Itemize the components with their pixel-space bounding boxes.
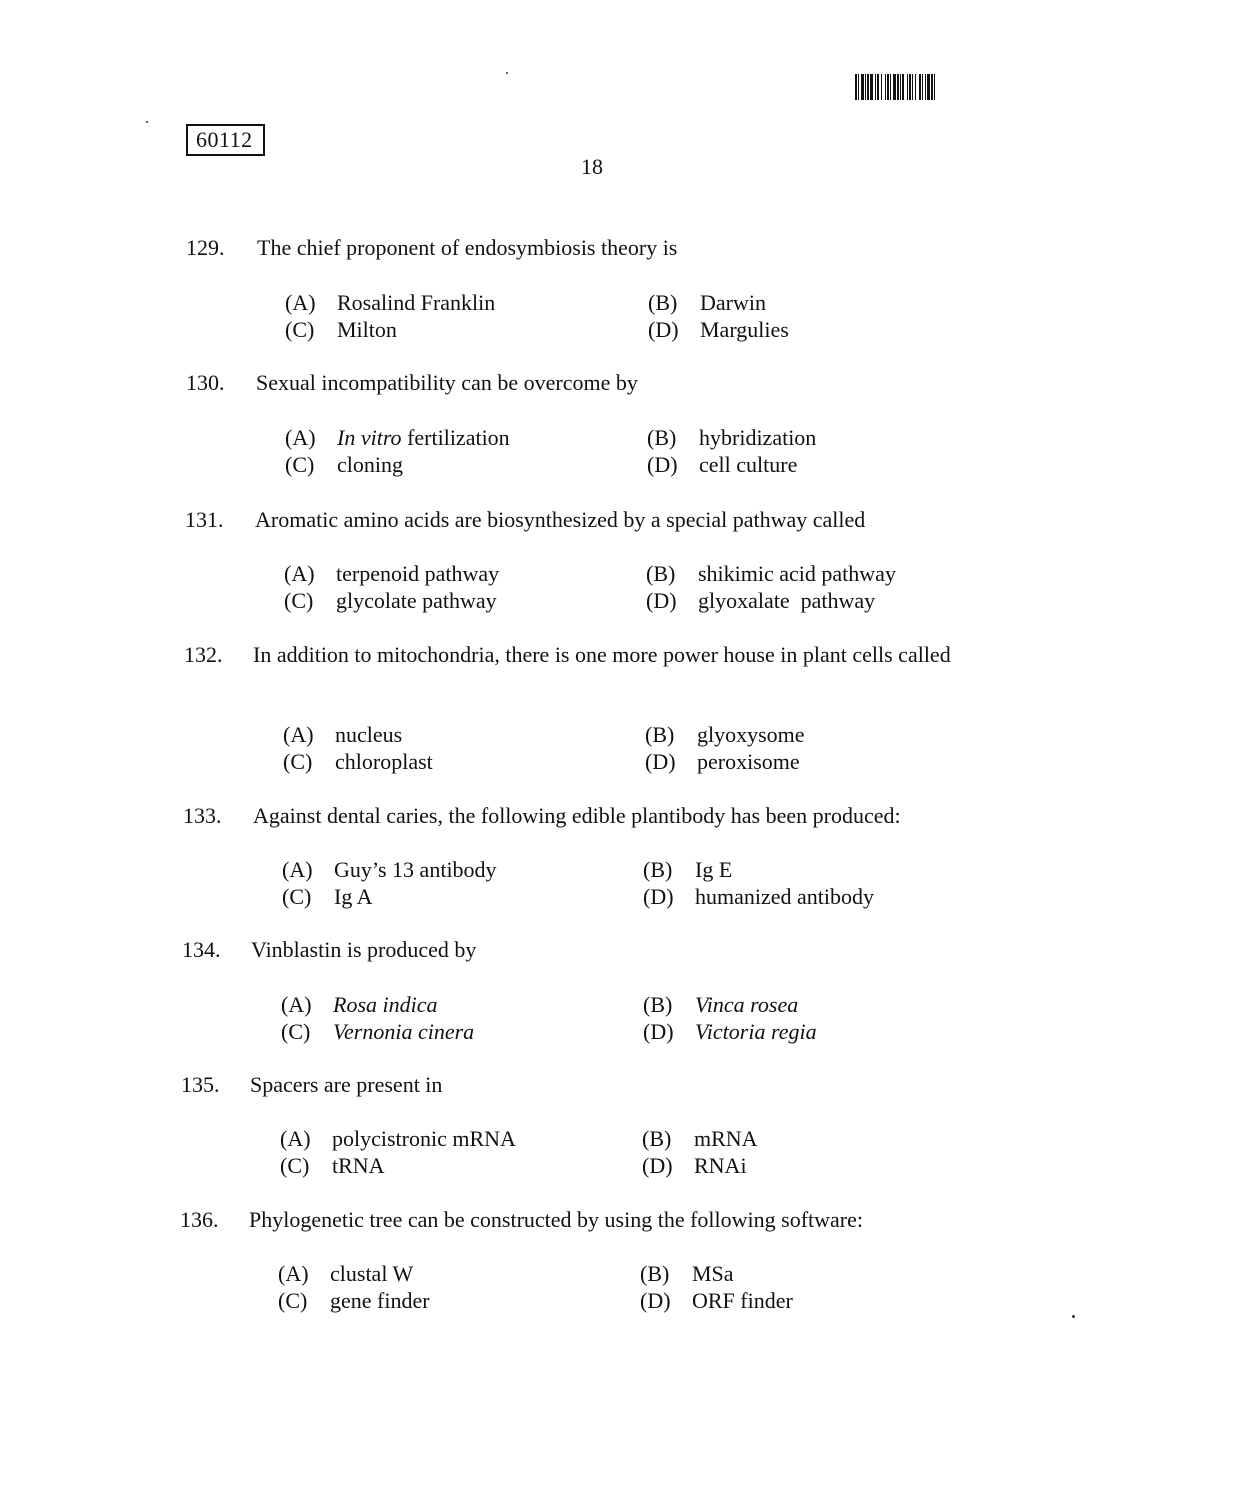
question-number: 135. [181, 1072, 220, 1097]
option-d [648, 317, 789, 342]
question-number: 131. [185, 507, 224, 532]
option-letter: (C) [283, 749, 313, 774]
scan-speck [506, 72, 508, 74]
option-letter: (A) [284, 561, 315, 586]
option-letter: (A) [283, 722, 314, 747]
question-129 [186, 235, 1006, 260]
question-number: 129. [186, 235, 225, 260]
option-letter: (D) [640, 1288, 671, 1313]
option-text: peroxisome [697, 749, 800, 774]
question-text: Vinblastin is produced by [251, 937, 477, 962]
question-text: The chief proponent of endosymbiosis theory is [257, 235, 678, 260]
option-text: Vinca rosea [695, 992, 799, 1017]
option-b [646, 561, 896, 586]
question-text: Aromatic amino acids are biosynthesized by a special pathway called [255, 507, 866, 532]
question-text: Spacers are present in [250, 1072, 443, 1097]
question-text: Against dental caries, the following edible plantibody has been produced: [253, 803, 901, 828]
question-number: 136. [180, 1207, 219, 1232]
option-d [646, 588, 875, 613]
option-text: fertilization [401, 425, 510, 450]
option-text: nucleus [335, 722, 403, 747]
option-letter: (B) [646, 561, 676, 586]
option-letter: (B) [647, 425, 677, 450]
option-text: polycistronic mRNA [332, 1126, 516, 1151]
option-letter: (C) [282, 884, 312, 909]
option-c [281, 1019, 474, 1044]
option-letter: (A) [285, 425, 316, 450]
option-b [640, 1261, 734, 1286]
option-letter: (D) [648, 317, 679, 342]
option-letter: (A) [285, 290, 316, 315]
option-text: terpenoid pathway [336, 561, 500, 586]
option-c [285, 452, 403, 477]
option-text: humanized antibody [695, 884, 875, 909]
option-text: shikimic acid pathway [698, 561, 896, 586]
question-text: In addition to mitochondria, there is one more power house in plant cells called [253, 642, 951, 667]
option-c [284, 588, 497, 613]
page-number: 18 [581, 154, 603, 179]
option-letter: (B) [640, 1261, 670, 1286]
paper-code-box: 60112 [186, 124, 265, 156]
option-b [643, 857, 732, 882]
option-d [647, 452, 797, 477]
question-130 [186, 370, 1006, 395]
option-c [282, 884, 373, 909]
option-text: glycolate pathway [336, 588, 497, 613]
option-letter: (C) [281, 1019, 311, 1044]
question-number: 134. [182, 937, 221, 962]
option-d [643, 1019, 817, 1044]
option-letter: (B) [643, 857, 673, 882]
option-text: MSa [692, 1261, 734, 1286]
option-a [278, 1261, 413, 1286]
option-text: cloning [337, 452, 403, 477]
option-a [284, 561, 499, 586]
option-text: mRNA [694, 1126, 758, 1151]
option-letter: (B) [648, 290, 678, 315]
option-b [648, 290, 766, 315]
option-a [285, 425, 510, 450]
scan-speck [1072, 1315, 1075, 1318]
option-letter: (D) [642, 1153, 673, 1178]
option-letter: (B) [642, 1126, 672, 1151]
option-letter: (A) [281, 992, 312, 1017]
option-letter: (C) [285, 452, 315, 477]
option-letter: (B) [645, 722, 675, 747]
option-text: clustal W [330, 1261, 414, 1286]
question-135 [181, 1072, 1001, 1097]
option-text: tRNA [332, 1153, 385, 1178]
option-c [280, 1153, 385, 1178]
option-text: Margulies [700, 317, 789, 342]
option-text: gene finder [330, 1288, 430, 1313]
option-a [282, 857, 497, 882]
option-letter: (C) [280, 1153, 310, 1178]
option-letter: (C) [284, 588, 314, 613]
question-number: 132. [184, 642, 223, 667]
option-a [283, 722, 402, 747]
option-letter: (D) [647, 452, 678, 477]
option-b [647, 425, 816, 450]
option-text: Victoria regia [695, 1019, 817, 1044]
option-letter: (C) [278, 1288, 308, 1313]
option-text: Milton [337, 317, 397, 342]
option-c [278, 1288, 430, 1313]
option-letter: (D) [645, 749, 676, 774]
option-b [642, 1126, 758, 1151]
option-letter: (B) [643, 992, 673, 1017]
question-number: 133. [183, 803, 222, 828]
option-text: Rosa indica [333, 992, 438, 1017]
option-b [643, 992, 798, 1017]
option-text-italic: In vitro [337, 425, 402, 450]
option-c [285, 317, 397, 342]
option-text: cell culture [699, 452, 798, 477]
option-a [285, 290, 495, 315]
option-letter: (C) [285, 317, 315, 342]
option-letter: (A) [282, 857, 313, 882]
option-a [281, 992, 438, 1017]
option-text: glyoxysome [697, 722, 805, 747]
option-d [640, 1288, 793, 1313]
option-text: RNAi [694, 1153, 747, 1178]
option-text: Darwin [700, 290, 766, 315]
question-number: 130. [186, 370, 225, 395]
option-text: chloroplast [335, 749, 433, 774]
option-letter: (D) [646, 588, 677, 613]
question-text: Sexual incompatibility can be overcome by [256, 370, 638, 395]
option-d [642, 1153, 747, 1178]
question-132 [184, 642, 996, 694]
question-134 [182, 937, 1002, 962]
option-d [643, 884, 874, 909]
option-text: hybridization [699, 425, 817, 450]
option-c [283, 749, 433, 774]
option-text: Vernonia cinera [333, 1019, 475, 1044]
option-text: Ig A [334, 884, 373, 909]
option-text: Rosalind Franklin [337, 290, 496, 315]
option-letter: (A) [278, 1261, 309, 1286]
question-133 [183, 803, 1003, 828]
option-letter: (A) [280, 1126, 311, 1151]
option-letter: (D) [643, 884, 674, 909]
option-text: ORF finder [692, 1288, 793, 1313]
option-letter: (D) [643, 1019, 674, 1044]
question-131 [185, 507, 1005, 532]
question-136 [180, 1207, 1000, 1232]
barcode-gap [935, 74, 937, 100]
scan-speck [146, 121, 148, 123]
option-d [645, 749, 800, 774]
option-b [645, 722, 805, 747]
question-text: Phylogenetic tree can be constructed by using the following software: [249, 1207, 863, 1232]
barcode-icon [855, 74, 1013, 100]
option-a [280, 1126, 516, 1151]
option-text: glyoxalate pathway [698, 588, 876, 613]
option-text: Ig E [695, 857, 733, 882]
option-text: Guy’s 13 antibody [334, 857, 497, 882]
